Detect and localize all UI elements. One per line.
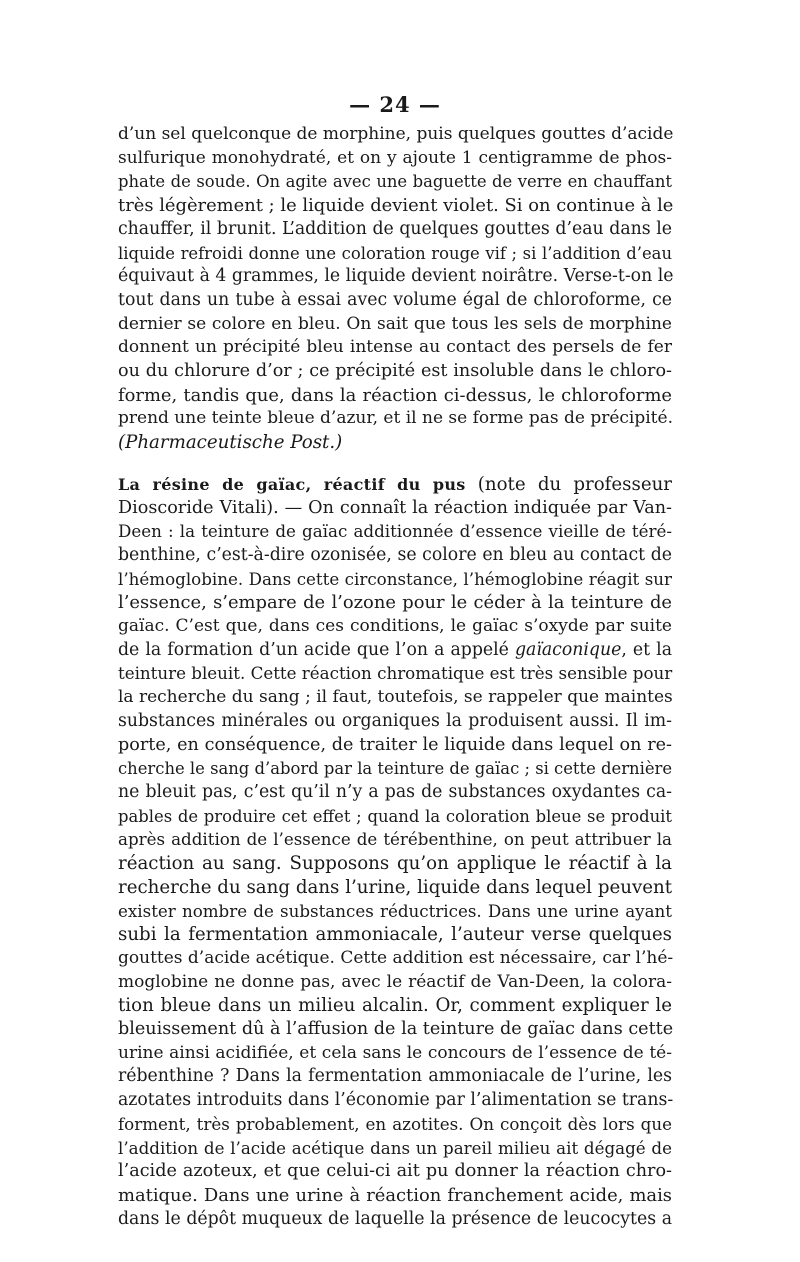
text-line: tion bleue dans un milieu alcalin. Or, comment expliquer le — [118, 995, 672, 1017]
text-line: l’essence, s’empare de l’ozone pour le céder à la teinture de — [118, 592, 672, 614]
text-line: substances minérales ou organiques la produisent aussi. Il im- — [118, 710, 672, 731]
line-before-term: de la formation d’un acide que l’on a appelé — [118, 639, 515, 660]
text-line: très légèrement ; le liquide devient violet. Si on continue à le — [118, 195, 674, 217]
text-line: ou du chlorure d’or ; ce précipité est insoluble dans le chloro- — [118, 361, 672, 382]
text-line: donnent un précipité bleu intense au contact des persels de fer — [118, 337, 672, 358]
text-line: après addition de l’essence de térébenthine, on peut attribuer la — [118, 829, 672, 850]
text-line: matique. Dans une urine à réaction franchement acide, mais — [118, 1184, 672, 1206]
text-line: azotates introduits dans l’économie par l’alimentation se trans- — [118, 1090, 674, 1111]
text-line: moglobine ne donne pas, avec le réactif de Van-Deen, la colora- — [118, 971, 672, 992]
source-citation: (Pharmaceutische Post.) — [118, 432, 343, 454]
text-line: Dioscoride Vitali). — On connaît la réaction indiquée par Van- — [118, 497, 672, 518]
paragraph-gaiac-resin — [118, 473, 672, 1232]
text-line: chauffer, il brunit. L’addition de quelques gouttes d’eau dans le — [118, 218, 672, 239]
text-line: subi la fermentation ammoniacale, l’auteur verse quelques — [118, 924, 672, 946]
text-line: teinture bleuit. Cette réaction chromatique est très sensible pour — [118, 663, 673, 684]
page-number: — 24 — — [349, 92, 441, 117]
text-line-italic-term — [118, 639, 672, 663]
paragraph-morphine-reaction — [118, 123, 672, 455]
line-after-term: , et la — [621, 639, 672, 660]
text-line: porte, en conséquence, de traiter le liquide dans lequel on re- — [118, 734, 672, 755]
text-line: l’acide azoteux, et que celui-ci ait pu donner la réaction chro- — [118, 1161, 672, 1182]
text-line: prend une teinte bleue d’azur, et il ne se forme pas de précipité. — [118, 408, 673, 429]
text-line: réaction au sang. Supposons qu’on applique le réactif à la — [118, 853, 672, 875]
text-line: phate de soude. On agite avec une baguette de verre en chauffant — [118, 172, 672, 192]
italic-term: gaïaconique — [514, 639, 622, 660]
text-line: l’hémoglobine. Dans cette circonstance, l’hémoglobine réagit sur — [118, 568, 672, 589]
text-line: équivaut à 4 grammes, le liquide devient noirâtre. Verse-t-on le — [118, 266, 674, 287]
text-line: ne bleuit pas, c’est qu’il n’y a pas de substances oxydantes ca- — [118, 781, 672, 802]
text-line: d’un sel quelconque de morphine, puis quelques gouttes d’acide — [118, 124, 674, 144]
text-line: dans le dépôt muqueux de laquelle la présence de leucocytes a — [118, 1208, 672, 1229]
text-line: pables de produire cet effet ; quand la coloration bleue se produit — [118, 806, 672, 826]
text-line: rébenthine ? Dans la fermentation ammoniacale de l’urine, les — [118, 1066, 672, 1087]
text-line: bleuissement dû à l’affusion de la teinture de gaïac dans cette — [118, 1019, 674, 1040]
text-line: gouttes d’acide acétique. Cette addition est nécessaire, car l’hé- — [118, 947, 674, 968]
text-line: forme, tandis que, dans la réaction ci-dessus, le chloroforme — [118, 384, 672, 406]
text-line: la recherche du sang ; il faut, toutefois, se rappeler que maintes — [118, 687, 673, 708]
heading-line-rest: (note du professeur — [465, 473, 672, 495]
text-line: tout dans un tube à essai avec volume égal de chloroforme, ce — [118, 289, 672, 310]
text-line-with-heading — [118, 473, 672, 497]
text-line: cherche le sang d’abord par la teinture de gaïac ; si cette dernière — [118, 759, 673, 779]
text-line: forment, très probablement, en azotites. On conçoit dès lors que — [118, 1113, 672, 1134]
text-line: dernier se colore en bleu. On sait que tous les sels de morphine — [118, 313, 672, 334]
text-line: benthine, c’est-à-dire ozonisée, se colore en bleu au contact de — [118, 544, 672, 565]
section-heading: La résine de gaïac, réactif du pus — [118, 474, 466, 494]
text-line: exister nombre de substances réductrices. Dans une urine ayant — [118, 900, 672, 921]
text-line: gaïac. C’est que, dans ces conditions, le gaïac s’oxyde par suite — [118, 616, 672, 637]
text-line: urine ainsi acidifiée, et cela sans le concours de l’essence de té- — [118, 1042, 672, 1063]
text-line: l’addition de l’acide acétique dans un pareil milieu ait dégagé de — [118, 1137, 672, 1158]
text-line: sulfurique monohydraté, et on y ajoute 1 centigramme de phos- — [118, 147, 672, 168]
text-line: recherche du sang dans l’urine, liquide dans lequel peuvent — [118, 876, 672, 898]
text-line: liquide refroidi donne une coloration rouge vif ; si l’addition d’eau — [118, 243, 672, 263]
text-line: Deen : la teinture de gaïac additionnée d’essence vieille de téré- — [118, 521, 672, 542]
